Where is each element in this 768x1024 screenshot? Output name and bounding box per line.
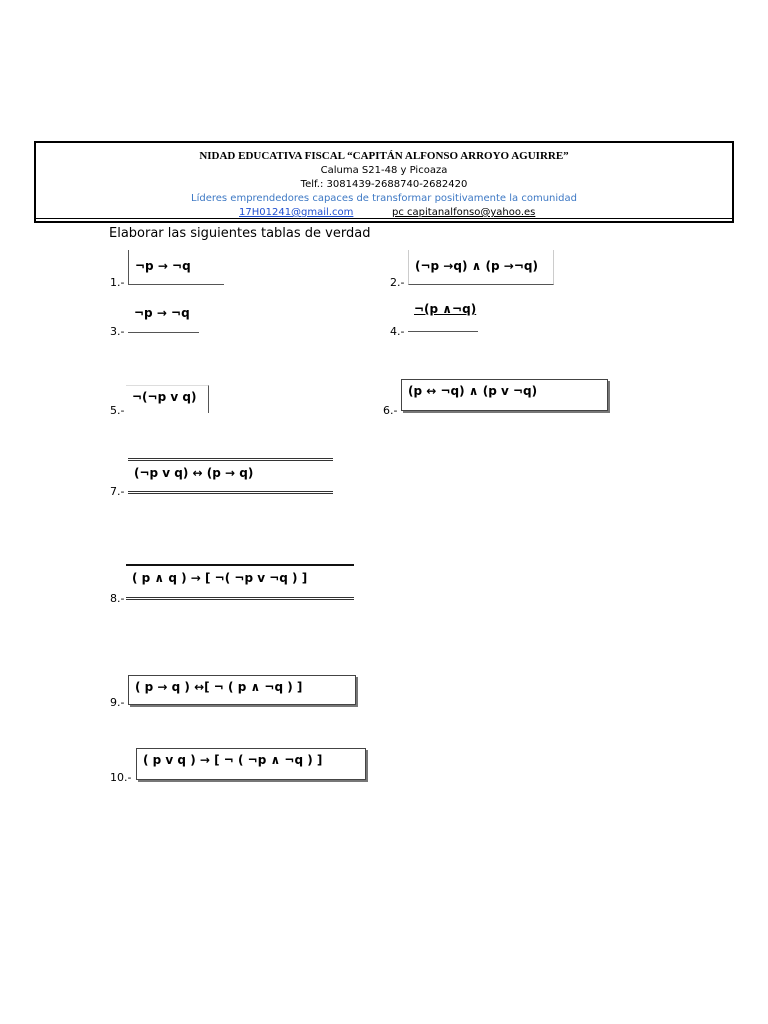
formula-4: ¬(p ∧¬q) [408, 298, 478, 332]
email-underline [348, 218, 386, 219]
item-number-8: 8.- [110, 592, 125, 605]
formula-3: ¬p → ¬q [128, 304, 199, 333]
formula-7: (¬p v q) ↔ (p → q) [128, 458, 333, 494]
item-number-10: 10.- [110, 771, 132, 784]
formula-10: ( p v q ) → [ ¬ ( ¬p ∧ ¬q ) ] [136, 748, 366, 780]
yahoo-email[interactable]: pc capitanalfonso@yahoo.es [392, 207, 536, 218]
gmail-link[interactable]: 17H01241@gmail.com [239, 207, 354, 218]
item-number-5: 5.- [110, 404, 125, 417]
item-number-7: 7.- [110, 485, 125, 498]
item-number-1: 1.- [110, 276, 125, 289]
instruction-text: Elaborar las siguientes tablas de verdad [109, 226, 371, 241]
formula-5: ¬(¬p v q) [126, 385, 209, 413]
formula-9: ( p → q ) ↔[ ¬ ( p ∧ ¬q ) ] [128, 675, 356, 705]
school-motto: Líderes emprendedores capaces de transformar positivamente la comunidad [191, 193, 577, 204]
school-name: NIDAD EDUCATIVA FISCAL “CAPITÁN ALFONSO ARROYO AGUIRRE” [199, 150, 569, 162]
school-phone: Telf.: 3081439-2688740-2682420 [300, 179, 468, 190]
formula-2: (¬p →q) ∧ (p →¬q) [408, 250, 554, 285]
item-number-2: 2.- [390, 276, 405, 289]
formula-8: ( p ∧ q ) → [ ¬( ¬p v ¬q ) ] [126, 564, 354, 600]
item-number-6: 6.- [383, 404, 398, 417]
school-address: Caluma S21-48 y Picoaza [320, 165, 448, 176]
item-number-4: 4.- [390, 325, 405, 338]
school-header [34, 141, 734, 223]
formula-6: (p ↔ ¬q) ∧ (p v ¬q) [401, 379, 608, 411]
item-number-3: 3.- [110, 325, 125, 338]
formula-1: ¬p → ¬q [128, 250, 224, 285]
item-number-9: 9.- [110, 696, 125, 709]
